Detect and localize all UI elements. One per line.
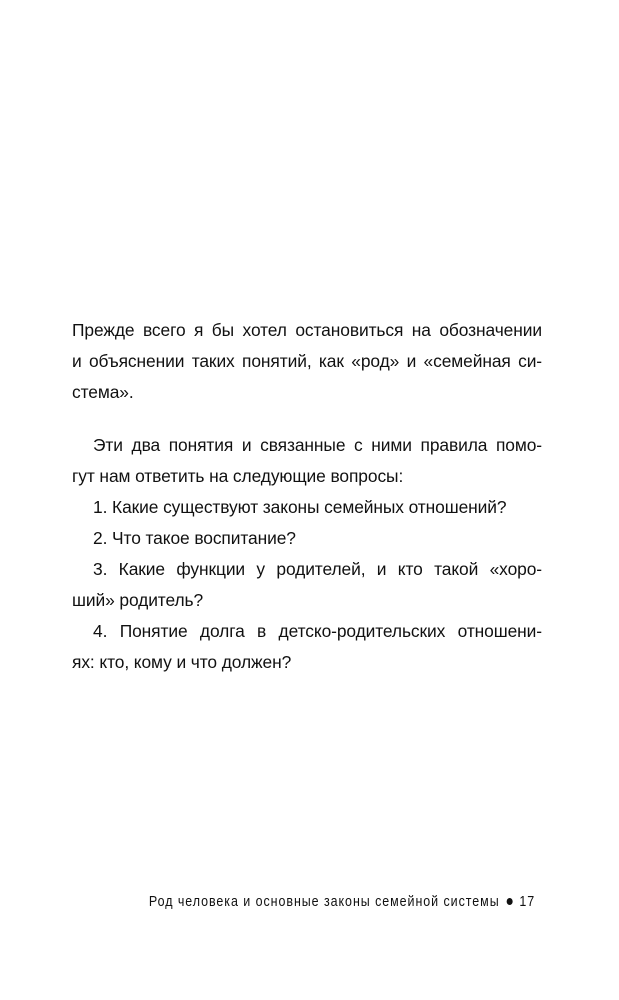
running-title: Род человека и основные законы семейной системы [148, 894, 500, 910]
text-line: и объяснении таких понятий, как «род» и «семейная си- [72, 351, 542, 371]
text-line: Эти два понятия и связанные с ними правила помо- [93, 435, 542, 455]
intro-paragraph [72, 315, 542, 408]
question-list [72, 492, 542, 678]
question-item-4-continuation: ях: кто, кому и что должен? [72, 652, 292, 672]
page-number: 17 [519, 894, 535, 910]
bullet-separator-icon [506, 898, 512, 905]
question-item-1: 1. Какие существуют законы семейных отношений? [93, 497, 507, 517]
question-item-3-continuation: ший» родитель? [72, 590, 204, 610]
question-item-4: 4. Понятие долга в детско-родительских отношени- [93, 621, 542, 641]
questions-paragraph [72, 430, 542, 678]
text-line: Прежде всего я бы хотел остановиться на обозначении [72, 320, 542, 340]
question-item-2: 2. Что такое воспитание? [93, 528, 296, 548]
page-footer [149, 894, 535, 910]
question-item-3: 3. Какие функции у родителей, и кто такой «хоро- [93, 559, 542, 579]
text-line: гут нам ответить на следующие вопросы: [72, 466, 404, 486]
text-line: стема». [72, 382, 134, 402]
